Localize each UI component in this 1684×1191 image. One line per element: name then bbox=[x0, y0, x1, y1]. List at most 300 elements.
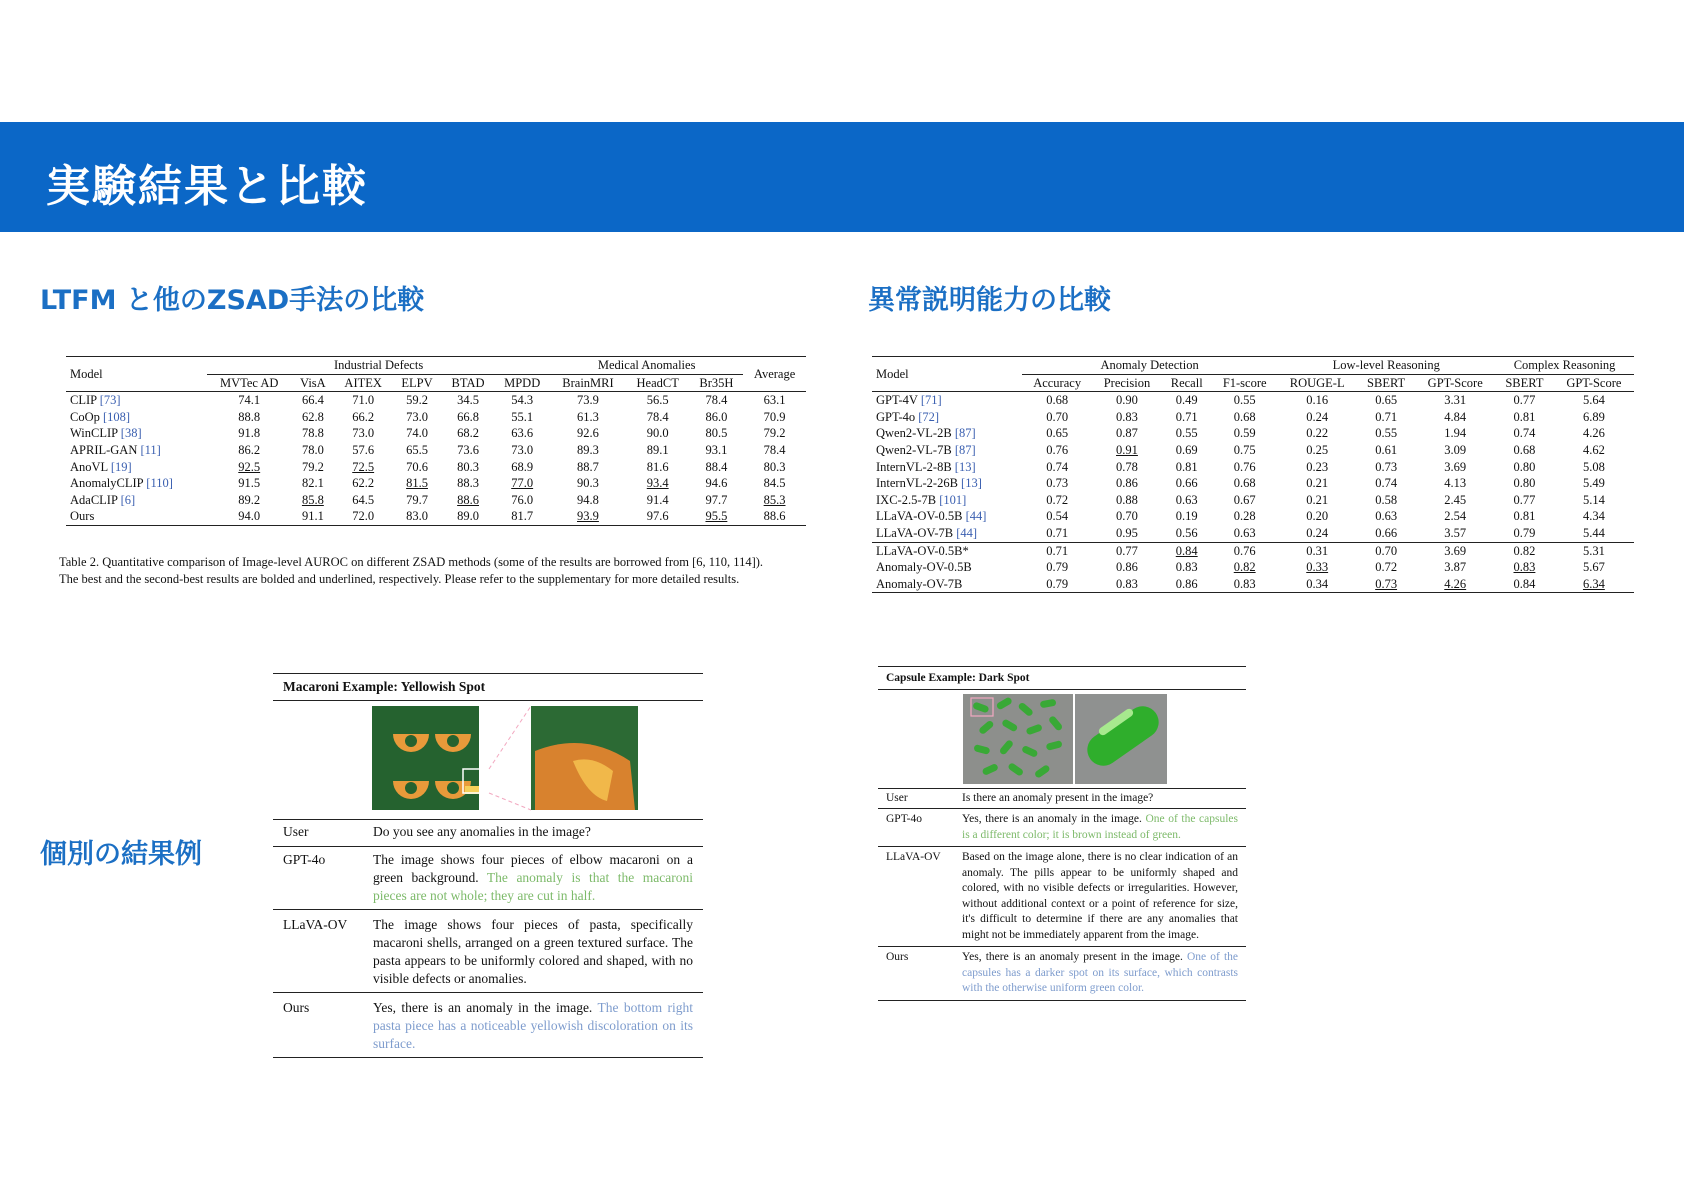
capsule-images bbox=[878, 690, 1246, 788]
value-cell: 0.56 bbox=[1175, 525, 1198, 540]
model-name: Qwen2-VL-7B bbox=[876, 442, 952, 457]
section-heading-zsad: LTFM と他のZSAD手法の比較 bbox=[40, 285, 425, 316]
value-cell: 5.31 bbox=[1582, 543, 1605, 558]
model-name-cell bbox=[872, 542, 1022, 559]
value-cell: 0.19 bbox=[1175, 509, 1198, 524]
model-name: LLaVA-OV-7B bbox=[876, 525, 954, 540]
value-cell: 79.2 bbox=[301, 459, 324, 474]
value-cell: 0.70 bbox=[1046, 409, 1069, 424]
value-cell: 0.71 bbox=[1175, 409, 1198, 424]
value-cell: 0.83 bbox=[1513, 560, 1536, 575]
value-cell: 0.54 bbox=[1046, 509, 1069, 524]
value-cell: 0.80 bbox=[1513, 459, 1536, 474]
value-cell: 66.4 bbox=[301, 393, 324, 408]
value-cell: 68.9 bbox=[511, 459, 534, 474]
value-cell: 89.1 bbox=[646, 442, 669, 457]
value-cell: 3.69 bbox=[1444, 459, 1467, 474]
model-name-cell bbox=[66, 392, 207, 409]
macaroni-images bbox=[273, 701, 703, 819]
model-name-cell bbox=[66, 492, 207, 509]
value-cell: 0.55 bbox=[1233, 393, 1256, 408]
value-cell: 34.5 bbox=[457, 393, 479, 408]
model-name: AnoVL bbox=[70, 459, 108, 474]
section-heading-examples: 個別の結果例 bbox=[40, 839, 202, 870]
ours-highlight: The bottom right pasta piece has a noticeable yellowish discoloration on its surface. bbox=[373, 1000, 693, 1051]
value-cell: 74.0 bbox=[406, 426, 428, 441]
ours-response: Yes, there is an anomaly in the image. bbox=[373, 1000, 593, 1015]
value-cell: 59.2 bbox=[406, 393, 428, 408]
model-name-cell bbox=[872, 409, 1022, 426]
user-label: User bbox=[886, 792, 908, 804]
value-cell: 0.28 bbox=[1233, 509, 1256, 524]
value-cell: 0.70 bbox=[1116, 509, 1138, 524]
table-header-average: Average bbox=[753, 366, 796, 381]
value-cell: 0.63 bbox=[1375, 509, 1398, 524]
value-cell: 0.75 bbox=[1233, 442, 1256, 457]
value-cell: 0.83 bbox=[1175, 560, 1198, 575]
value-cell: 0.59 bbox=[1233, 426, 1256, 441]
value-cell: 88.7 bbox=[577, 459, 599, 474]
model-name-cell bbox=[872, 392, 1022, 409]
citation-ref: [38] bbox=[120, 426, 142, 441]
value-cell: 5.08 bbox=[1582, 459, 1605, 474]
value-cell: 90.3 bbox=[577, 476, 599, 491]
value-cell: 72.0 bbox=[352, 509, 375, 524]
value-cell: 70.9 bbox=[763, 409, 786, 424]
llava-response: The image shows four pieces of pasta, specifically macaroni shells, arranged on a green textured surface. The pasta appears to be uniformly colored and shaped, with no visible defects or anomalies. bbox=[373, 917, 693, 986]
value-cell: 72.5 bbox=[352, 459, 375, 474]
table-row bbox=[872, 542, 1634, 559]
gpt4o-response: Yes, there is an anomaly in the image. bbox=[962, 813, 1142, 825]
value-cell: 91.4 bbox=[646, 492, 669, 507]
value-cell: 0.22 bbox=[1306, 426, 1329, 441]
column-header: SBERT bbox=[1367, 375, 1406, 390]
value-cell: 0.77 bbox=[1116, 543, 1138, 558]
value-cell: 3.09 bbox=[1444, 442, 1467, 457]
example-title: Capsule Example: Dark Spot bbox=[878, 666, 1246, 690]
gpt4o-row bbox=[273, 846, 703, 909]
citation-ref: [101] bbox=[939, 492, 967, 507]
model-name: Qwen2-VL-2B bbox=[876, 426, 952, 441]
user-row bbox=[878, 788, 1246, 808]
value-cell: 85.8 bbox=[301, 492, 324, 507]
group-header-lowlevel: Low-level Reasoning bbox=[1277, 357, 1495, 375]
model-name: InternVL-2-26B bbox=[876, 476, 958, 491]
group-header-industrial: Industrial Defects bbox=[207, 357, 550, 375]
value-cell: 97.6 bbox=[646, 509, 669, 524]
value-cell: 0.74 bbox=[1046, 459, 1069, 474]
group-header-medical: Medical Anomalies bbox=[550, 357, 743, 375]
value-cell: 0.82 bbox=[1233, 560, 1256, 575]
value-cell: 0.73 bbox=[1375, 459, 1398, 474]
model-name-cell bbox=[872, 559, 1022, 576]
model-name: GPT-4o bbox=[876, 409, 916, 424]
table-row bbox=[872, 459, 1634, 476]
value-cell: 0.73 bbox=[1375, 576, 1398, 591]
value-cell: 70.6 bbox=[406, 459, 428, 474]
value-cell: 0.76 bbox=[1233, 543, 1256, 558]
value-cell: 3.57 bbox=[1444, 525, 1467, 540]
llava-row bbox=[878, 846, 1246, 946]
value-cell: 85.3 bbox=[763, 492, 786, 507]
value-cell: 82.1 bbox=[301, 476, 324, 491]
value-cell: 3.69 bbox=[1444, 543, 1467, 558]
value-cell: 0.61 bbox=[1375, 442, 1398, 457]
value-cell: 0.24 bbox=[1306, 409, 1329, 424]
model-name-cell bbox=[872, 442, 1022, 459]
value-cell: 5.67 bbox=[1582, 560, 1605, 575]
value-cell: 66.2 bbox=[352, 409, 375, 424]
value-cell: 0.86 bbox=[1175, 576, 1198, 591]
value-cell: 61.3 bbox=[577, 409, 599, 424]
value-cell: 0.82 bbox=[1513, 543, 1536, 558]
column-header: Recall bbox=[1170, 375, 1203, 390]
value-cell: 78.8 bbox=[301, 426, 324, 441]
citation-ref: [87] bbox=[954, 442, 976, 457]
value-cell: 0.68 bbox=[1233, 409, 1256, 424]
value-cell: 0.87 bbox=[1116, 426, 1138, 441]
value-cell: 63.6 bbox=[511, 426, 534, 441]
model-name: CoOp bbox=[70, 409, 100, 424]
model-name: LLaVA-OV-0.5B* bbox=[876, 543, 969, 558]
value-cell: 94.8 bbox=[577, 492, 599, 507]
value-cell: 79.7 bbox=[406, 492, 428, 507]
value-cell: 0.78 bbox=[1116, 459, 1138, 474]
value-cell: 84.5 bbox=[763, 476, 786, 491]
value-cell: 0.84 bbox=[1513, 576, 1536, 591]
model-name-cell bbox=[66, 442, 207, 459]
value-cell: 88.6 bbox=[457, 492, 479, 507]
user-question: Do you see any anomalies in the image? bbox=[373, 824, 591, 839]
zsad-comparison-table bbox=[66, 356, 806, 526]
value-cell: 0.83 bbox=[1233, 576, 1256, 591]
value-cell: 73.0 bbox=[511, 442, 534, 457]
value-cell: 78.4 bbox=[705, 393, 728, 408]
value-cell: 0.81 bbox=[1513, 509, 1536, 524]
value-cell: 64.5 bbox=[352, 492, 375, 507]
table-row bbox=[872, 492, 1634, 509]
table-header-model: Model bbox=[70, 366, 103, 381]
ours-label: Ours bbox=[886, 951, 909, 963]
value-cell: 79.2 bbox=[763, 426, 786, 441]
llava-label: LLaVA-OV bbox=[283, 917, 348, 932]
value-cell: 83.0 bbox=[406, 509, 428, 524]
value-cell: 0.63 bbox=[1233, 525, 1256, 540]
value-cell: 73.9 bbox=[577, 393, 599, 408]
value-cell: 0.81 bbox=[1175, 459, 1198, 474]
column-header: ROUGE-L bbox=[1289, 375, 1345, 390]
model-name-cell bbox=[66, 459, 207, 476]
table-row bbox=[872, 525, 1634, 542]
value-cell: 0.72 bbox=[1046, 492, 1069, 507]
gpt4o-label: GPT-4o bbox=[886, 813, 922, 825]
table-row bbox=[66, 442, 806, 459]
value-cell: 62.2 bbox=[352, 476, 375, 491]
value-cell: 0.72 bbox=[1375, 560, 1398, 575]
value-cell: 91.5 bbox=[238, 476, 261, 491]
table-row bbox=[66, 508, 806, 525]
citation-ref: [13] bbox=[954, 459, 976, 474]
value-cell: 92.5 bbox=[238, 459, 261, 474]
model-name-cell bbox=[872, 492, 1022, 509]
model-name: IXC-2.5-7B bbox=[876, 492, 937, 507]
column-header: SBERT bbox=[1505, 375, 1544, 390]
value-cell: 0.83 bbox=[1116, 409, 1138, 424]
capsule-image-pair bbox=[878, 690, 1246, 788]
llava-row bbox=[273, 909, 703, 992]
table-row bbox=[872, 442, 1634, 459]
citation-ref: [72] bbox=[918, 409, 940, 424]
table-row bbox=[66, 475, 806, 492]
column-header: F1-score bbox=[1222, 375, 1267, 390]
capsule-example bbox=[878, 666, 1246, 1001]
model-name-cell bbox=[66, 425, 207, 442]
table-row bbox=[872, 475, 1634, 492]
citation-ref: [13] bbox=[961, 476, 982, 491]
column-header: Precision bbox=[1103, 375, 1151, 390]
column-header: MVTec AD bbox=[219, 375, 279, 390]
citation-ref: [87] bbox=[954, 426, 976, 441]
model-name: WinCLIP bbox=[70, 426, 118, 441]
section-heading-explain: 異常説明能力の比較 bbox=[868, 285, 1111, 316]
value-cell: 0.84 bbox=[1175, 543, 1198, 558]
model-name-cell bbox=[872, 459, 1022, 476]
value-cell: 2.54 bbox=[1444, 509, 1467, 524]
value-cell: 0.58 bbox=[1375, 492, 1398, 507]
value-cell: 0.66 bbox=[1175, 476, 1198, 491]
ours-label: Ours bbox=[283, 1000, 310, 1015]
value-cell: 0.20 bbox=[1306, 509, 1329, 524]
value-cell: 68.2 bbox=[457, 426, 479, 441]
model-name-cell bbox=[66, 508, 207, 525]
value-cell: 0.79 bbox=[1513, 525, 1536, 540]
value-cell: 0.74 bbox=[1375, 476, 1398, 491]
value-cell: 4.26 bbox=[1444, 576, 1467, 591]
value-cell: 0.23 bbox=[1306, 459, 1329, 474]
value-cell: 0.21 bbox=[1306, 492, 1329, 507]
value-cell: 0.83 bbox=[1116, 576, 1138, 591]
value-cell: 4.26 bbox=[1582, 426, 1605, 441]
value-cell: 0.33 bbox=[1306, 560, 1329, 575]
value-cell: 0.71 bbox=[1046, 543, 1069, 558]
value-cell: 97.7 bbox=[705, 492, 728, 507]
value-cell: 94.0 bbox=[238, 509, 261, 524]
value-cell: 81.7 bbox=[511, 509, 534, 524]
value-cell: 55.1 bbox=[511, 409, 534, 424]
ours-row bbox=[273, 992, 703, 1058]
value-cell: 3.87 bbox=[1444, 560, 1467, 575]
model-name: GPT-4V bbox=[876, 393, 918, 408]
value-cell: 0.24 bbox=[1306, 525, 1329, 540]
ours-response: Yes, there is an anomaly present in the image. bbox=[962, 951, 1183, 963]
model-name-cell bbox=[872, 576, 1022, 593]
table-row bbox=[66, 492, 806, 509]
column-header: HeadCT bbox=[636, 375, 679, 390]
value-cell: 81.5 bbox=[406, 476, 428, 491]
slide-title: 実験結果と比較 bbox=[46, 161, 368, 212]
value-cell: 0.77 bbox=[1513, 393, 1536, 408]
value-cell: 86.0 bbox=[705, 409, 728, 424]
column-header: Accuracy bbox=[1033, 375, 1082, 390]
value-cell: 78.4 bbox=[646, 409, 669, 424]
value-cell: 88.4 bbox=[705, 459, 728, 474]
user-row bbox=[273, 819, 703, 846]
caption-line-2: The best and the second-best results are bolded and underlined, respectively. Please refer to the supplementary for more detailed results. bbox=[59, 572, 740, 586]
value-cell: 80.3 bbox=[763, 459, 786, 474]
value-cell: 0.86 bbox=[1116, 560, 1138, 575]
value-cell: 0.55 bbox=[1175, 426, 1198, 441]
value-cell: 62.8 bbox=[301, 409, 324, 424]
table-row bbox=[66, 425, 806, 442]
value-cell: 0.76 bbox=[1046, 442, 1069, 457]
value-cell: 0.25 bbox=[1306, 442, 1329, 457]
value-cell: 0.71 bbox=[1046, 525, 1069, 540]
column-header: BTAD bbox=[451, 375, 485, 390]
value-cell: 6.89 bbox=[1582, 409, 1605, 424]
model-name: Anomaly-OV-0.5B bbox=[876, 560, 972, 575]
column-header: VisA bbox=[300, 375, 326, 390]
value-cell: 94.6 bbox=[705, 476, 728, 491]
value-cell: 63.1 bbox=[763, 393, 786, 408]
citation-ref: [6] bbox=[120, 492, 136, 507]
value-cell: 95.5 bbox=[705, 509, 728, 524]
model-name: InternVL-2-8B bbox=[876, 459, 952, 474]
citation-ref: [11] bbox=[140, 442, 161, 457]
value-cell: 77.0 bbox=[511, 476, 534, 491]
value-cell: 57.6 bbox=[352, 442, 375, 457]
value-cell: 4.13 bbox=[1444, 476, 1467, 491]
value-cell: 0.88 bbox=[1116, 492, 1138, 507]
value-cell: 0.31 bbox=[1306, 543, 1329, 558]
model-name: APRIL-GAN bbox=[70, 442, 138, 457]
llava-label: LLaVA-OV bbox=[886, 851, 941, 863]
column-header: AITEX bbox=[344, 375, 382, 390]
example-title: Macaroni Example: Yellowish Spot bbox=[273, 673, 703, 701]
model-name: CLIP bbox=[70, 393, 97, 408]
table-row bbox=[872, 392, 1634, 409]
value-cell: 93.1 bbox=[705, 442, 728, 457]
model-name: AnomalyCLIP bbox=[70, 476, 144, 491]
value-cell: 91.1 bbox=[301, 509, 324, 524]
value-cell: 0.76 bbox=[1233, 459, 1256, 474]
value-cell: 56.5 bbox=[646, 393, 669, 408]
citation-ref: [71] bbox=[920, 393, 942, 408]
value-cell: 89.2 bbox=[238, 492, 261, 507]
table-row bbox=[66, 409, 806, 426]
value-cell: 0.77 bbox=[1513, 492, 1536, 507]
value-cell: 66.8 bbox=[457, 409, 479, 424]
value-cell: 5.49 bbox=[1582, 476, 1605, 491]
column-header: BrainMRI bbox=[562, 375, 614, 390]
llava-response: Based on the image alone, there is no clear indication of an anomaly. The pills appear to be uniformly shaped and colored, with no visible defects or irregularities. However, without additional context or a point of reference for size, it's difficult to determine if there are any anomalies that might not be immediately apparent from the image. bbox=[962, 851, 1238, 941]
value-cell: 78.0 bbox=[301, 442, 324, 457]
gpt4o-highlight: One of the capsules is a different color; it is brown instead of green. bbox=[962, 813, 1239, 841]
citation-ref: [19] bbox=[110, 459, 132, 474]
group-header-complex: Complex Reasoning bbox=[1495, 357, 1634, 375]
value-cell: 0.79 bbox=[1046, 560, 1069, 575]
macaroni-image-pair bbox=[273, 701, 703, 819]
value-cell: 0.55 bbox=[1375, 426, 1398, 441]
value-cell: 93.9 bbox=[577, 509, 599, 524]
value-cell: 88.8 bbox=[238, 409, 261, 424]
model-name-cell bbox=[872, 475, 1022, 492]
model-name-cell bbox=[66, 475, 207, 492]
value-cell: 0.63 bbox=[1175, 492, 1198, 507]
value-cell: 0.73 bbox=[1046, 476, 1069, 491]
value-cell: 92.6 bbox=[577, 426, 599, 441]
gpt4o-row bbox=[878, 808, 1246, 846]
group-header-detection: Anomaly Detection bbox=[1022, 357, 1278, 375]
user-label: User bbox=[283, 824, 309, 839]
value-cell: 89.0 bbox=[457, 509, 479, 524]
table-row bbox=[66, 459, 806, 476]
value-cell: 71.0 bbox=[352, 393, 375, 408]
value-cell: 0.90 bbox=[1116, 393, 1138, 408]
value-cell: 88.6 bbox=[763, 509, 786, 524]
value-cell: 74.1 bbox=[238, 393, 261, 408]
model-name: LLaVA-OV-0.5B bbox=[876, 509, 963, 524]
value-cell: 0.65 bbox=[1375, 393, 1398, 408]
value-cell: 0.81 bbox=[1513, 409, 1536, 424]
value-cell: 4.84 bbox=[1444, 409, 1467, 424]
value-cell: 0.79 bbox=[1046, 576, 1069, 591]
macaroni-example bbox=[273, 673, 703, 1058]
value-cell: 5.64 bbox=[1582, 393, 1605, 408]
value-cell: 73.6 bbox=[457, 442, 479, 457]
value-cell: 3.31 bbox=[1444, 393, 1467, 408]
citation-ref: [110] bbox=[146, 476, 173, 491]
ours-row bbox=[878, 946, 1246, 1001]
value-cell: 0.68 bbox=[1046, 393, 1069, 408]
value-cell: 0.67 bbox=[1233, 492, 1256, 507]
citation-ref: [44] bbox=[965, 509, 987, 524]
value-cell: 80.5 bbox=[705, 426, 728, 441]
model-name-cell bbox=[872, 425, 1022, 442]
value-cell: 0.70 bbox=[1375, 543, 1398, 558]
value-cell: 0.71 bbox=[1375, 409, 1398, 424]
value-cell: 2.45 bbox=[1444, 492, 1467, 507]
table-row bbox=[872, 425, 1634, 442]
value-cell: 5.14 bbox=[1582, 492, 1605, 507]
value-cell: 0.69 bbox=[1175, 442, 1198, 457]
model-name: Anomaly-OV-7B bbox=[876, 576, 963, 591]
value-cell: 88.3 bbox=[457, 476, 479, 491]
value-cell: 4.34 bbox=[1582, 509, 1605, 524]
column-header: GPT-Score bbox=[1566, 375, 1622, 390]
citation-ref: [108] bbox=[103, 409, 131, 424]
table-row bbox=[872, 508, 1634, 525]
value-cell: 73.0 bbox=[352, 426, 375, 441]
value-cell: 0.95 bbox=[1116, 525, 1138, 540]
value-cell: 93.4 bbox=[646, 476, 669, 491]
value-cell: 78.4 bbox=[763, 442, 786, 457]
model-name: Ours bbox=[70, 509, 95, 524]
value-cell: 6.34 bbox=[1582, 576, 1605, 591]
column-header: GPT-Score bbox=[1427, 375, 1483, 390]
gpt4o-response: The image shows four pieces of elbow macaroni on a green background. bbox=[373, 852, 693, 885]
value-cell: 0.74 bbox=[1513, 426, 1536, 441]
value-cell: 91.8 bbox=[238, 426, 261, 441]
table-header-model: Model bbox=[876, 366, 909, 381]
value-cell: 80.3 bbox=[457, 459, 479, 474]
value-cell: 89.3 bbox=[577, 442, 599, 457]
table-row bbox=[872, 409, 1634, 426]
table-row bbox=[66, 392, 806, 409]
model-name-cell bbox=[872, 525, 1022, 542]
column-header: ELPV bbox=[401, 375, 433, 390]
table-row bbox=[872, 559, 1634, 576]
table-caption bbox=[59, 554, 763, 588]
